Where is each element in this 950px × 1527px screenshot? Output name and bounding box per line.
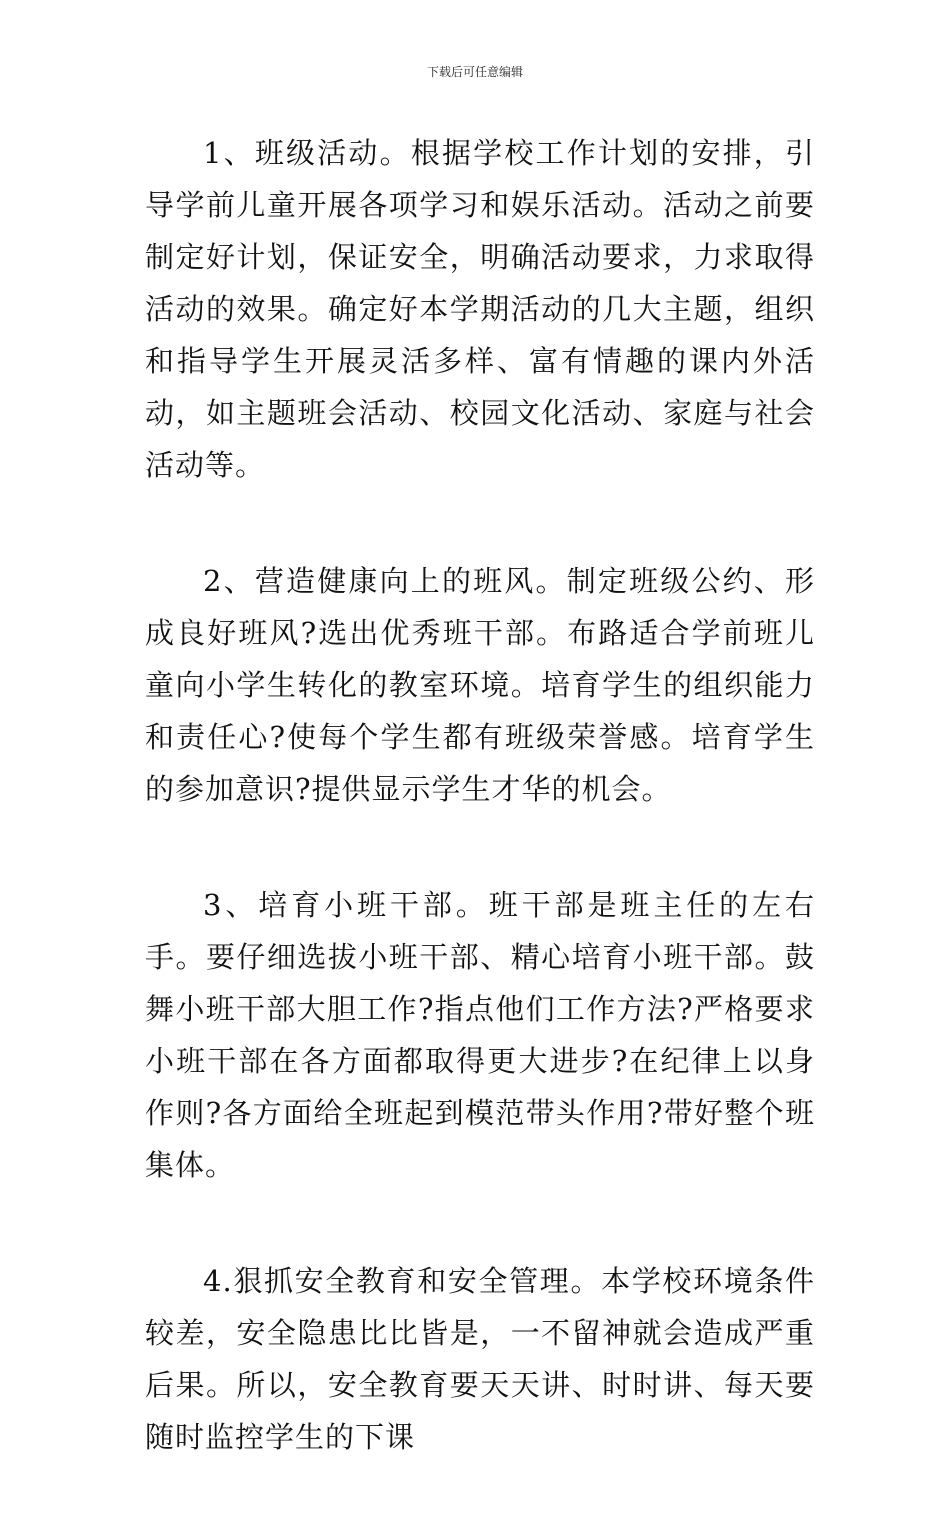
- paragraph-class-spirit: 2、营造健康向上的班风。制定班级公约、形成良好班风?选出优秀班干部。布路适合学前班儿童向小学生转化的教室环境。培育学生的组织能力和责任心?使每个学生都有班级荣誉感。培育学生的参加意识?提供显示学生才华的机会。: [145, 564, 815, 806]
- paragraph-class-cadres: 3、培育小班干部。班干部是班主任的左右手。要仔细选拔小班干部、精心培育小班干部。鼓舞小班干部大胆工作?指点他们工作方法?严格要求小班干部在各方面都取得更大进步?在纪律上以身作则?各方面给全班起到模范带头作用?带好整个班集体。: [145, 888, 815, 1182]
- paragraph-class-activities: 1、班级活动。根据学校工作计划的安排，引导学前儿童开展各项学习和娱乐活动。活动之前要制定好计划，保证安全，明确活动要求，力求取得活动的效果。确定好本学期活动的几大主题，组织和指导学生开展灵活多样、富有情趣的课内外活动，如主题班会活动、校园文化活动、家庭与社会活动等。: [145, 136, 815, 482]
- page-header: 下载后可任意编辑: [426, 65, 523, 79]
- paragraph-safety-education: 4.狠抓安全教育和安全管理。本学校环境条件较差，安全隐患比比皆是，一不留神就会造成严重后果。所以，安全教育要天天讲、时时讲、每天要随时监控学生的下课: [145, 1264, 815, 1454]
- document-body: [145, 127, 815, 1527]
